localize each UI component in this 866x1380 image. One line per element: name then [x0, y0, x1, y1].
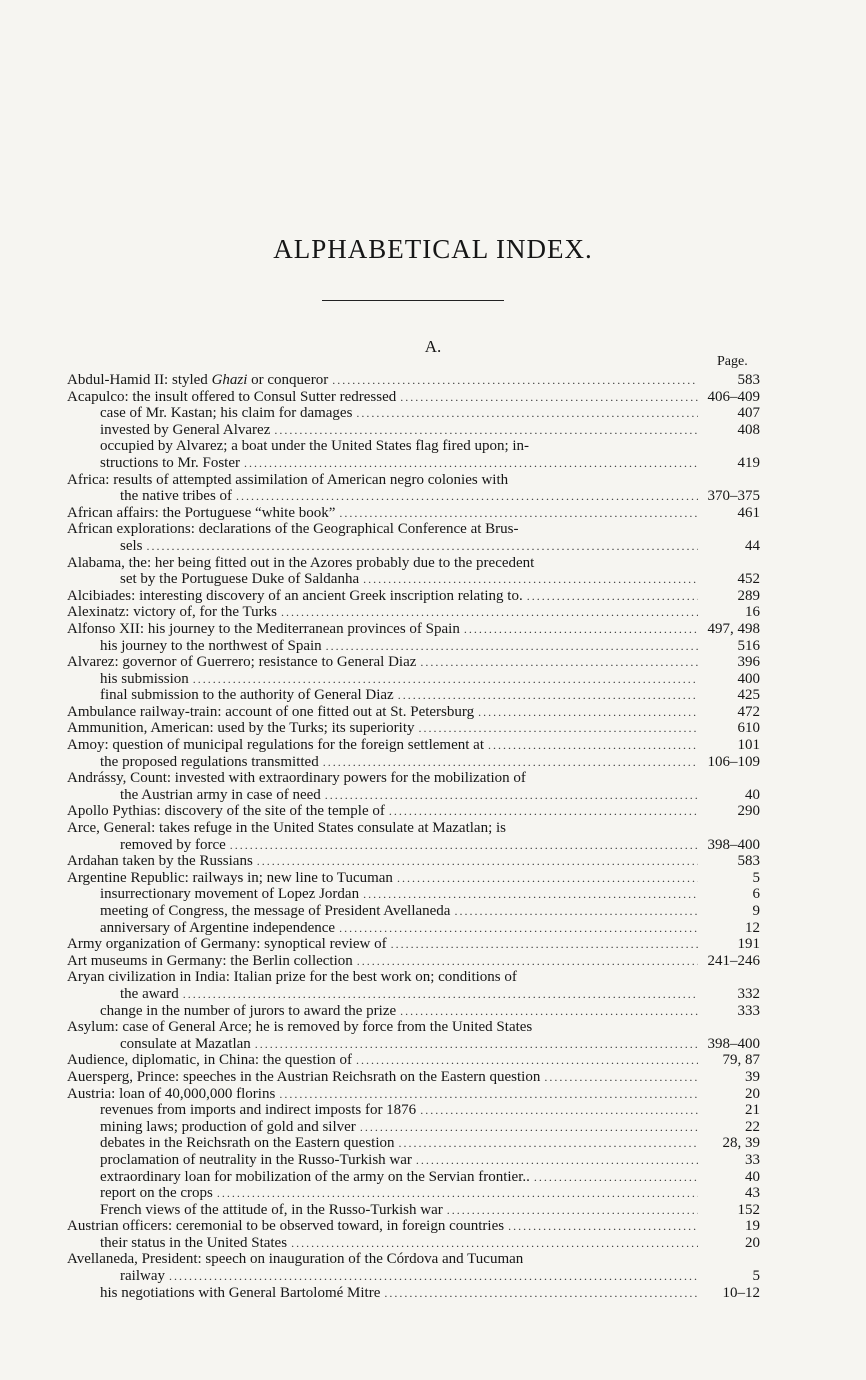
index-entry	[67, 1185, 760, 1202]
entry-text: removed by force	[120, 836, 226, 853]
index-entry	[67, 1218, 760, 1235]
entry-page: 396	[737, 654, 760, 671]
index-entry	[67, 389, 760, 406]
entry-page: 406–409	[707, 388, 760, 405]
entry-text: meeting of Congress, the message of President Avellaneda	[100, 903, 451, 919]
leader-dots	[274, 422, 698, 439]
entry-page: 290	[737, 803, 760, 820]
entry-page: 22	[745, 1118, 760, 1135]
index-entry	[67, 1086, 760, 1103]
leader-dots	[360, 1119, 698, 1136]
entry-text: Austria: loan of 40,000,000 florins	[67, 1085, 276, 1102]
entry-text: the native tribes of	[120, 488, 233, 505]
leader-dots	[397, 870, 698, 887]
index-entry	[67, 505, 760, 522]
leader-dots	[339, 920, 698, 937]
leader-dots	[257, 853, 698, 870]
entry-page: 516	[737, 637, 760, 654]
index-entry	[67, 1169, 760, 1186]
entry-page: 408	[737, 421, 760, 438]
entry-page: 610	[737, 720, 760, 737]
leader-dots	[464, 621, 698, 638]
leader-dots	[398, 687, 698, 704]
entry-text: Army organization of Germany: synoptical review of	[67, 936, 387, 953]
leader-dots	[363, 886, 698, 903]
index-entry	[67, 405, 760, 422]
leader-dots	[169, 1268, 698, 1285]
leader-dots	[389, 803, 698, 820]
index-entry	[67, 638, 760, 655]
leader-dots	[281, 604, 698, 621]
entry-text: French views of the attitude of, in the Russo-Turkish war	[100, 1201, 443, 1218]
leader-dots	[217, 1185, 698, 1202]
entry-text: their status in the United States	[100, 1234, 288, 1251]
index-entry	[67, 770, 760, 787]
leader-dots	[230, 837, 698, 854]
index-entry	[67, 737, 760, 754]
index-entry	[67, 903, 760, 920]
leader-dots	[236, 488, 698, 505]
entry-page: 398–400	[707, 1035, 760, 1052]
entry-page: 44	[745, 537, 760, 554]
index-entry	[67, 704, 760, 721]
entry-text: Ammunition, American: used by the Turks; its superiority	[67, 720, 415, 737]
page-title: ALPHABETICAL INDEX.	[273, 234, 593, 264]
entry-page: 419	[737, 454, 760, 471]
leader-dots	[534, 1169, 698, 1186]
page-column-header: Page.	[717, 354, 748, 369]
entry-text: Avellaneda, President: speech on inauguration of the Córdova and Tucuman	[67, 1251, 524, 1268]
index-entry	[67, 803, 760, 820]
index-entry	[67, 588, 760, 605]
entry-text: Alcibiades: interesting discovery of an ancient Greek inscription relating to.	[67, 587, 523, 604]
leader-dots	[454, 903, 698, 920]
index-entry	[67, 986, 760, 1003]
entry-text: the award	[120, 985, 179, 1002]
entry-text: Africa: results of attempted assimilation of American negro colonies with	[67, 471, 509, 488]
entry-page: 6	[752, 886, 760, 903]
entry-text: Art museums in Germany: the Berlin collection	[67, 952, 353, 969]
entry-page: 10–12	[722, 1284, 760, 1301]
entry-text: report on the crops	[100, 1185, 213, 1202]
leader-dots	[508, 1218, 698, 1235]
entry-text: his negotiations with General Bartolomé Mitre	[100, 1284, 381, 1301]
leader-dots	[332, 372, 698, 389]
entry-page: 33	[745, 1151, 760, 1168]
index-entry	[67, 1202, 760, 1219]
index-entry	[67, 953, 760, 970]
entry-page: 332	[737, 985, 760, 1002]
index-entry	[67, 1102, 760, 1119]
entry-text: Aryan civilization in India: Italian prize for the best work on; conditions of	[67, 969, 517, 986]
entry-page: 461	[737, 504, 760, 521]
entry-page: 20	[745, 1234, 760, 1251]
index-entry	[67, 853, 760, 870]
entry-text: his journey to the northwest of Spain	[100, 637, 322, 654]
index-entry	[67, 1268, 760, 1285]
entry-page: 370–375	[707, 488, 760, 505]
leader-dots	[384, 1285, 698, 1302]
index-entry	[67, 1152, 760, 1169]
index-entry	[67, 1285, 760, 1302]
entry-text: Austrian officers: ceremonial to be observed toward, in foreign countries	[67, 1218, 505, 1235]
entry-page: 333	[737, 1002, 760, 1019]
title-rule	[322, 300, 504, 301]
index-entry	[67, 422, 760, 439]
leader-dots	[356, 405, 698, 422]
entry-text: African explorations: declarations of the Geographical Conference at Brus-	[67, 521, 519, 538]
index-entry	[67, 1235, 760, 1252]
leader-dots	[323, 754, 698, 771]
index-entry	[67, 1019, 760, 1036]
entry-page: 28, 39	[722, 1135, 760, 1152]
index-entry	[67, 521, 760, 538]
index-entry	[67, 438, 760, 455]
entry-page: 152	[737, 1201, 760, 1218]
leader-dots	[420, 1102, 698, 1119]
entry-text: Alexinatz: victory of, for the Turks	[67, 604, 277, 621]
leader-dots	[420, 654, 698, 671]
index-entry	[67, 1119, 760, 1136]
index-entry	[67, 1036, 760, 1053]
entry-page: 241–246	[707, 952, 760, 969]
leader-dots	[325, 787, 698, 804]
entry-page: 452	[737, 571, 760, 588]
entry-page: 43	[745, 1185, 760, 1202]
section-letter: A.	[424, 337, 442, 356]
entry-text: revenues from imports and indirect imposts for 1876	[100, 1102, 417, 1119]
entry-text: proclamation of neutrality in the Russo-Turkish war	[100, 1151, 412, 1168]
entry-text: Arce, General: takes refuge in the United States consulate at Mazatlan; is	[67, 820, 506, 837]
index-entry	[67, 787, 760, 804]
leader-dots	[147, 538, 699, 555]
entry-page: 16	[745, 604, 760, 621]
entry-text: Asylum: case of General Arce; he is removed by force from the United States	[67, 1019, 533, 1036]
entry-page: 79, 87	[722, 1052, 760, 1069]
entry-text: anniversary of Argentine independence	[100, 919, 336, 936]
index-entry	[67, 1069, 760, 1086]
entry-text: insurrectionary movement of Lopez Jordan	[100, 886, 360, 903]
index-entry	[67, 455, 760, 472]
entry-text: African affairs: the Portuguese “white book”	[67, 504, 336, 521]
index-entry	[67, 687, 760, 704]
entry-page: 398–400	[707, 836, 760, 853]
entry-text: the Austrian army in case of need	[120, 786, 321, 803]
entry-text: Abdul-Hamid II: styled Ghazi or conqueror	[67, 372, 329, 388]
index-entry	[67, 1052, 760, 1069]
entry-page: 5	[752, 869, 760, 886]
index-entry	[67, 870, 760, 887]
index-entry	[67, 1135, 760, 1152]
leader-dots	[544, 1069, 698, 1086]
index-entry	[67, 969, 760, 986]
entry-text: Alabama, the: her being fitted out in the Azores probably due to the precedent	[67, 554, 535, 571]
entry-text: occupied by Alvarez; a boat under the United States flag fired upon; in-	[100, 438, 530, 455]
entry-text: Ambulance railway-train: account of one fitted out at St. Petersburg	[67, 703, 475, 720]
entry-text: set by the Portuguese Duke of Saldanha	[120, 571, 360, 588]
entry-page: 106–109	[707, 753, 760, 770]
entry-text: Alvarez: governor of Guerrero; resistance to General Diaz	[67, 654, 417, 671]
entry-page: 21	[745, 1102, 760, 1119]
index-entry	[67, 621, 760, 638]
index-entry	[67, 886, 760, 903]
entry-text: Amoy: question of municipal regulations for the foreign settlement at	[67, 737, 484, 754]
entry-text: extraordinary loan for mobilization of the army on the Servian frontier..	[100, 1168, 530, 1185]
index-entry	[67, 920, 760, 937]
entry-text: Audience, diplomatic, in China: the question of	[67, 1052, 352, 1069]
leader-dots	[478, 704, 698, 721]
entry-text: railway	[120, 1268, 165, 1285]
entry-text: Alfonso XII: his journey to the Mediterranean provinces of Spain	[67, 620, 460, 637]
leader-dots	[363, 571, 698, 588]
entry-text: Andrássy, Count: invested with extraordinary powers for the mobilization of	[67, 770, 526, 787]
entry-page: 407	[737, 405, 760, 422]
leader-dots	[279, 1086, 698, 1103]
entry-page: 9	[752, 903, 760, 919]
entry-page: 5	[752, 1268, 760, 1285]
entry-text: Ardahan taken by the Russians	[67, 853, 253, 870]
entry-page: 497, 498	[707, 620, 760, 637]
entry-page: 400	[737, 670, 760, 687]
index-entry	[67, 604, 760, 621]
index-entry	[67, 754, 760, 771]
index-list	[67, 372, 760, 1301]
entry-text: the proposed regulations transmitted	[100, 753, 319, 770]
leader-dots	[326, 638, 698, 655]
entry-text: debates in the Reichsrath on the Eastern question	[100, 1135, 395, 1152]
index-entry	[67, 488, 760, 505]
leader-dots	[255, 1036, 698, 1053]
index-entry	[67, 820, 760, 837]
leader-dots	[193, 671, 698, 688]
leader-dots	[416, 1152, 698, 1169]
index-entry	[67, 720, 760, 737]
index-entry	[67, 654, 760, 671]
leader-dots	[400, 389, 698, 406]
entry-page: 40	[745, 1168, 760, 1185]
index-entry	[67, 538, 760, 555]
entry-text: his submission	[100, 670, 189, 687]
entry-page: 583	[737, 372, 760, 388]
entry-page: 101	[737, 737, 760, 754]
leader-dots	[391, 936, 698, 953]
entry-text: structions to Mr. Foster	[100, 454, 241, 471]
entry-text: Apollo Pythias: discovery of the site of the temple of	[67, 803, 385, 820]
leader-dots	[488, 737, 698, 754]
leader-dots	[399, 1135, 699, 1152]
index-entry	[67, 671, 760, 688]
entry-text: consulate at Mazatlan	[120, 1035, 251, 1052]
leader-dots	[400, 1003, 698, 1020]
leader-dots	[244, 455, 698, 472]
entry-page: 39	[745, 1068, 760, 1085]
entry-text: mining laws; production of gold and silver	[100, 1118, 356, 1135]
leader-dots	[183, 986, 698, 1003]
leader-dots	[357, 953, 698, 970]
index-entry	[67, 1003, 760, 1020]
entry-page: 289	[737, 587, 760, 604]
leader-dots	[339, 505, 698, 522]
leader-dots	[419, 720, 699, 737]
entry-text: Auersperg, Prince: speeches in the Austrian Reichsrath on the Eastern question	[67, 1068, 541, 1085]
leader-dots	[527, 588, 698, 605]
entry-page: 472	[737, 703, 760, 720]
entry-text: Argentine Republic: railways in; new line to Tucuman	[67, 869, 393, 886]
index-entry	[67, 1251, 760, 1268]
entry-text: final submission to the authority of General Diaz	[100, 687, 394, 704]
entry-text: Acapulco: the insult offered to Consul Sutter redressed	[67, 388, 397, 405]
entry-text: invested by General Alvarez	[100, 421, 271, 438]
index-entry	[67, 571, 760, 588]
leader-dots	[356, 1052, 698, 1069]
entry-page: 19	[745, 1218, 760, 1235]
leader-dots	[447, 1202, 698, 1219]
index-entry	[67, 472, 760, 489]
index-entry	[67, 372, 760, 389]
entry-text: change in the number of jurors to award the prize	[100, 1002, 397, 1019]
entry-page: 425	[737, 687, 760, 704]
entry-page: 583	[737, 853, 760, 870]
entry-text: case of Mr. Kastan; his claim for damages	[100, 405, 353, 422]
entry-page: 20	[745, 1085, 760, 1102]
entry-text: sels	[120, 537, 143, 554]
entry-page: 191	[737, 936, 760, 953]
index-entry	[67, 837, 760, 854]
index-entry	[67, 936, 760, 953]
entry-page: 40	[745, 786, 760, 803]
entry-page: 12	[745, 919, 760, 936]
index-entry	[67, 555, 760, 572]
leader-dots	[291, 1235, 698, 1252]
